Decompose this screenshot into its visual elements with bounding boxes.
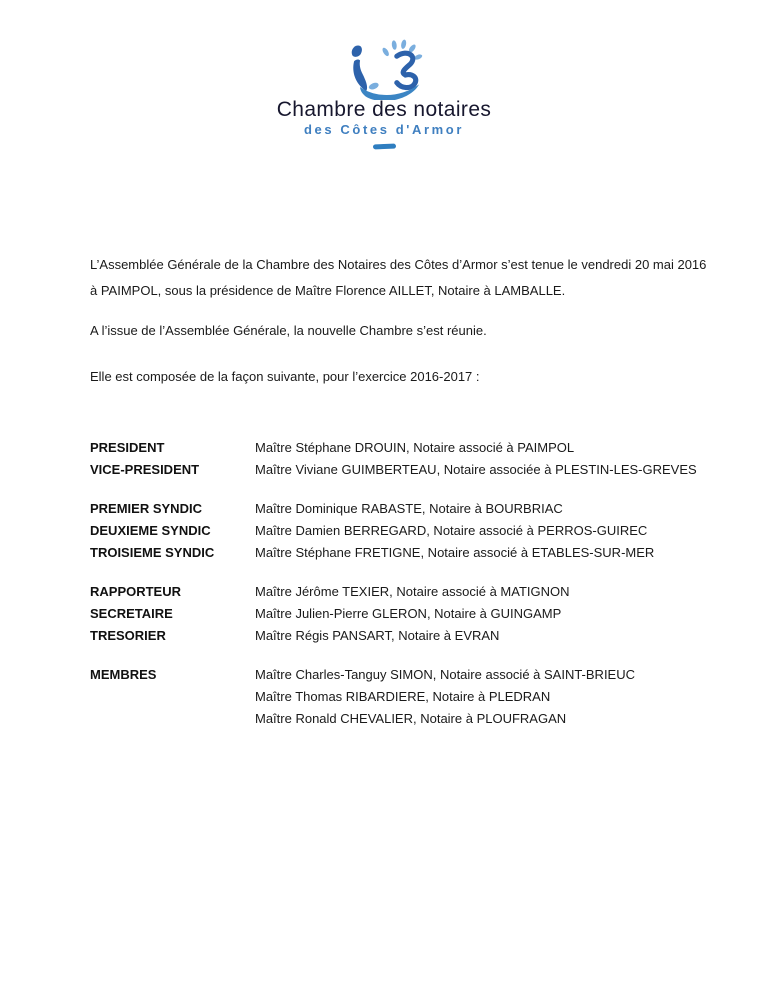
position-label: PREMIER SYNDIC xyxy=(90,501,202,516)
chambre-roster xyxy=(90,437,712,730)
roster-row xyxy=(90,686,712,708)
intro-paragraph-3: Elle est composée de la façon suivante, pour l’exercice 2016-2017 : xyxy=(90,369,480,384)
roster-group-members xyxy=(90,664,712,730)
roster-row xyxy=(90,625,712,647)
position-holder: Maître Julien-Pierre GLERON, Notaire à GUINGAMP xyxy=(255,606,562,621)
position-holder: Maître Régis PANSART, Notaire à EVRAN xyxy=(255,628,500,643)
roster-row xyxy=(90,708,712,730)
position-label xyxy=(90,686,255,708)
position-holder: Maître Stéphane FRETIGNE, Notaire associé à ETABLES-SUR-MER xyxy=(255,545,655,560)
logo-org-name: Chambre des notaires xyxy=(276,98,492,121)
roster-row xyxy=(90,603,712,625)
logo-underline-dash xyxy=(372,144,395,150)
intro-paragraph-2: A l’issue de l’Assemblée Générale, la nouvelle Chambre s’est réunie. xyxy=(90,323,487,338)
position-holder: Maître Dominique RABASTE, Notaire à BOURBRIAC xyxy=(255,501,563,516)
position-label: SECRETAIRE xyxy=(90,606,173,621)
intro-paragraph-1 xyxy=(90,252,712,304)
position-holder: Maître Damien BERREGARD, Notaire associé à PERROS-GUIREC xyxy=(255,523,648,538)
intro-paragraph-1-line-2: à PAIMPOL, sous la présidence de Maître Florence AILLET, Notaire à LAMBALLE. xyxy=(90,283,566,298)
roster-row xyxy=(90,520,712,542)
position-holder: Maître Stéphane DROUIN, Notaire associé à PAIMPOL xyxy=(255,440,575,455)
roster-group-presidency xyxy=(90,437,712,481)
document-content xyxy=(90,252,712,730)
member-name: Maître Ronald CHEVALIER, Notaire à PLOUFRAGAN xyxy=(255,711,567,726)
position-label: DEUXIEME SYNDIC xyxy=(90,523,211,538)
roster-group-syndics xyxy=(90,498,712,564)
position-holder: Maître Viviane GUIMBERTEAU, Notaire associée à PLESTIN-LES-GREVES xyxy=(255,462,697,477)
roster-row xyxy=(90,498,712,520)
position-label: VICE-PRESIDENT xyxy=(90,462,200,477)
roster-row xyxy=(90,459,712,481)
position-label xyxy=(90,708,255,730)
position-label: TRESORIER xyxy=(90,628,166,643)
chambre-des-notaires-logo xyxy=(0,38,768,149)
intro-paragraph-1-line-1: L’Assemblée Générale de la Chambre des Notaires des Côtes d’Armor s’est tenue le vendredi 20 mai 2016 xyxy=(90,257,707,272)
member-name: Maître Charles-Tanguy SIMON, Notaire associé à SAINT-BRIEUC xyxy=(255,667,636,682)
member-name: Maître Thomas RIBARDIERE, Notaire à PLEDRAN xyxy=(255,689,551,704)
position-label: PRESIDENT xyxy=(90,440,165,455)
roster-group-officers xyxy=(90,581,712,647)
roster-row xyxy=(90,542,712,564)
position-holder: Maître Jérôme TEXIER, Notaire associé à MATIGNON xyxy=(255,584,570,599)
position-label: RAPPORTEUR xyxy=(90,584,182,599)
logo-region-name: des Côtes d'Armor xyxy=(304,122,464,137)
roster-row xyxy=(90,437,712,459)
roster-row xyxy=(90,581,712,603)
position-label: MEMBRES xyxy=(90,667,157,682)
notaires-figure-icon xyxy=(337,38,431,100)
position-label: TROISIEME SYNDIC xyxy=(90,545,215,560)
roster-row xyxy=(90,664,712,686)
